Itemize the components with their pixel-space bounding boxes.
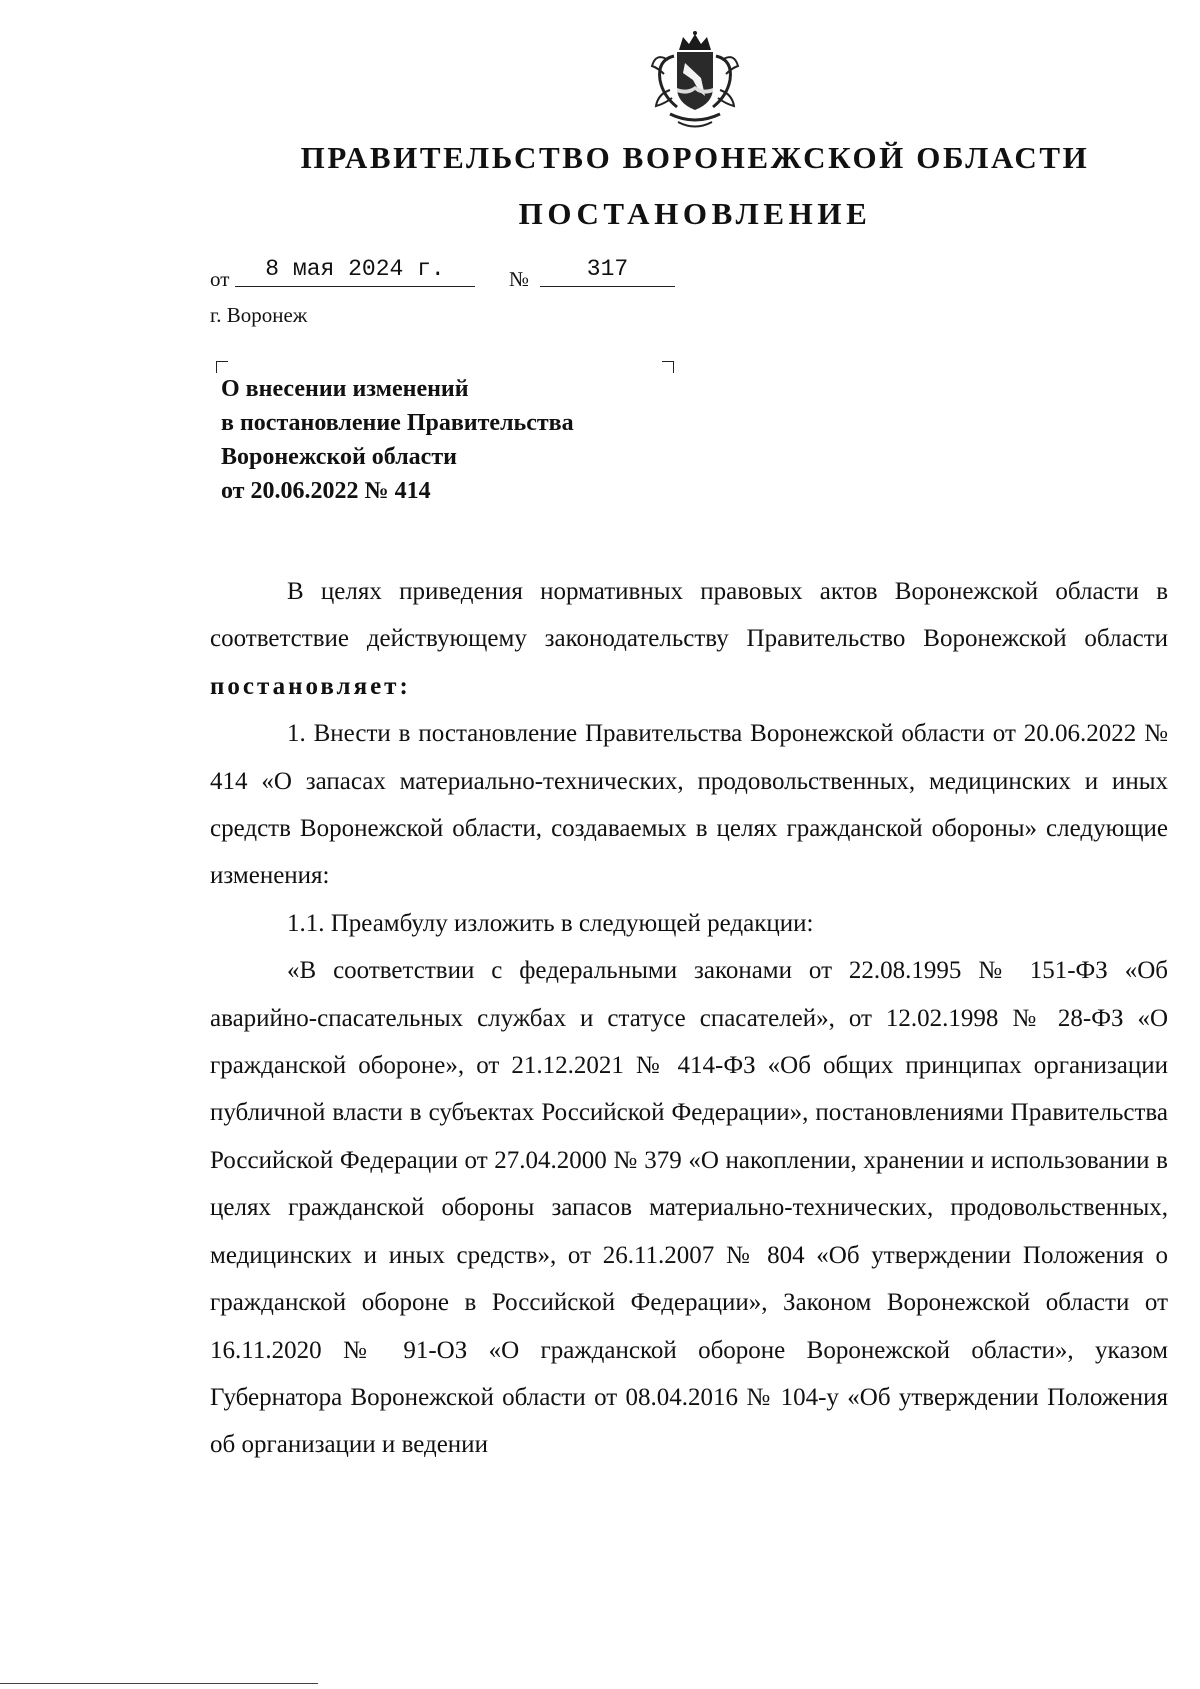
date-prefix: от: [210, 267, 230, 291]
subject-bracket-right: [662, 361, 674, 373]
document-subject: [221, 372, 574, 508]
organization-title: ПРАВИТЕЛЬСТВО ВОРОНЕЖСКОЙ ОБЛАСТИ: [300, 140, 1090, 175]
intro-paragraph: [210, 568, 1168, 710]
footer-divider: [0, 1683, 318, 1684]
document-body: [210, 568, 1168, 1469]
document-type-title: ПОСТАНОВЛЕНИЕ: [518, 196, 872, 231]
coat-of-arms-emblem: [630, 30, 760, 135]
preamble-quote-paragraph: «В соответствии с федеральными законами от 22.08.1995 № 151-ФЗ «Об аварийно-спасательных службах и статусе спасателей», от 12.02.1998 № 28-ФЗ «О гражданской обороне», от 21.12.2021 № 414-ФЗ «Об общих принципах организации публичной власти в субъектах Российской Федерации», постановлениями Правительства Российской Федерации от 27.04.2000 № 379 «О накоплении, хранении и использовании в целях гражданской обороны запасов материально-технических, продовольственных, медицинских и иных средств», от 26.11.2007 № 804 «Об утверждении Положения о гражданской обороне в Российской Федерации», Законом Воронежской области от 16.11.2020 № 91-ОЗ «О гражданской обороне Воронежской области», указом Губернатора Воронежской области от 08.04.2016 № 104-у «Об утверждении Положения об организации и ведении: [210, 957, 1168, 1459]
city: г. Воронеж: [210, 303, 308, 327]
item-1-1-paragraph: 1.1. Преамбулу изложить в следующей редакции:: [287, 909, 814, 937]
item-1-paragraph: 1. Внести в постановление Правительства Воронежской области от 20.06.2022 № 414 «О запасах материально-технических, продовольственных, медицинских и иных средств Воронежской области, создаваемых в целях гражданской обороны» следующие изменения:: [210, 720, 1168, 890]
subject-line: в постановление Правительства: [221, 410, 574, 436]
subject-line: Воронежской области: [221, 444, 457, 470]
date-number-line: [210, 255, 710, 295]
subject-line: от 20.06.2022 № 414: [221, 478, 431, 504]
intro-text: В целях приведения нормативных правовых актов Воронежской области в соответствие действующему законодательству Правительство Воронежской области: [210, 578, 1168, 653]
number-prefix: №: [509, 267, 530, 291]
decree-word: постановляет:: [210, 672, 411, 700]
document-date: 8 мая 2024 г.: [235, 255, 475, 287]
document-number: 317: [540, 255, 675, 287]
subject-line: О внесении изменений: [221, 376, 469, 402]
